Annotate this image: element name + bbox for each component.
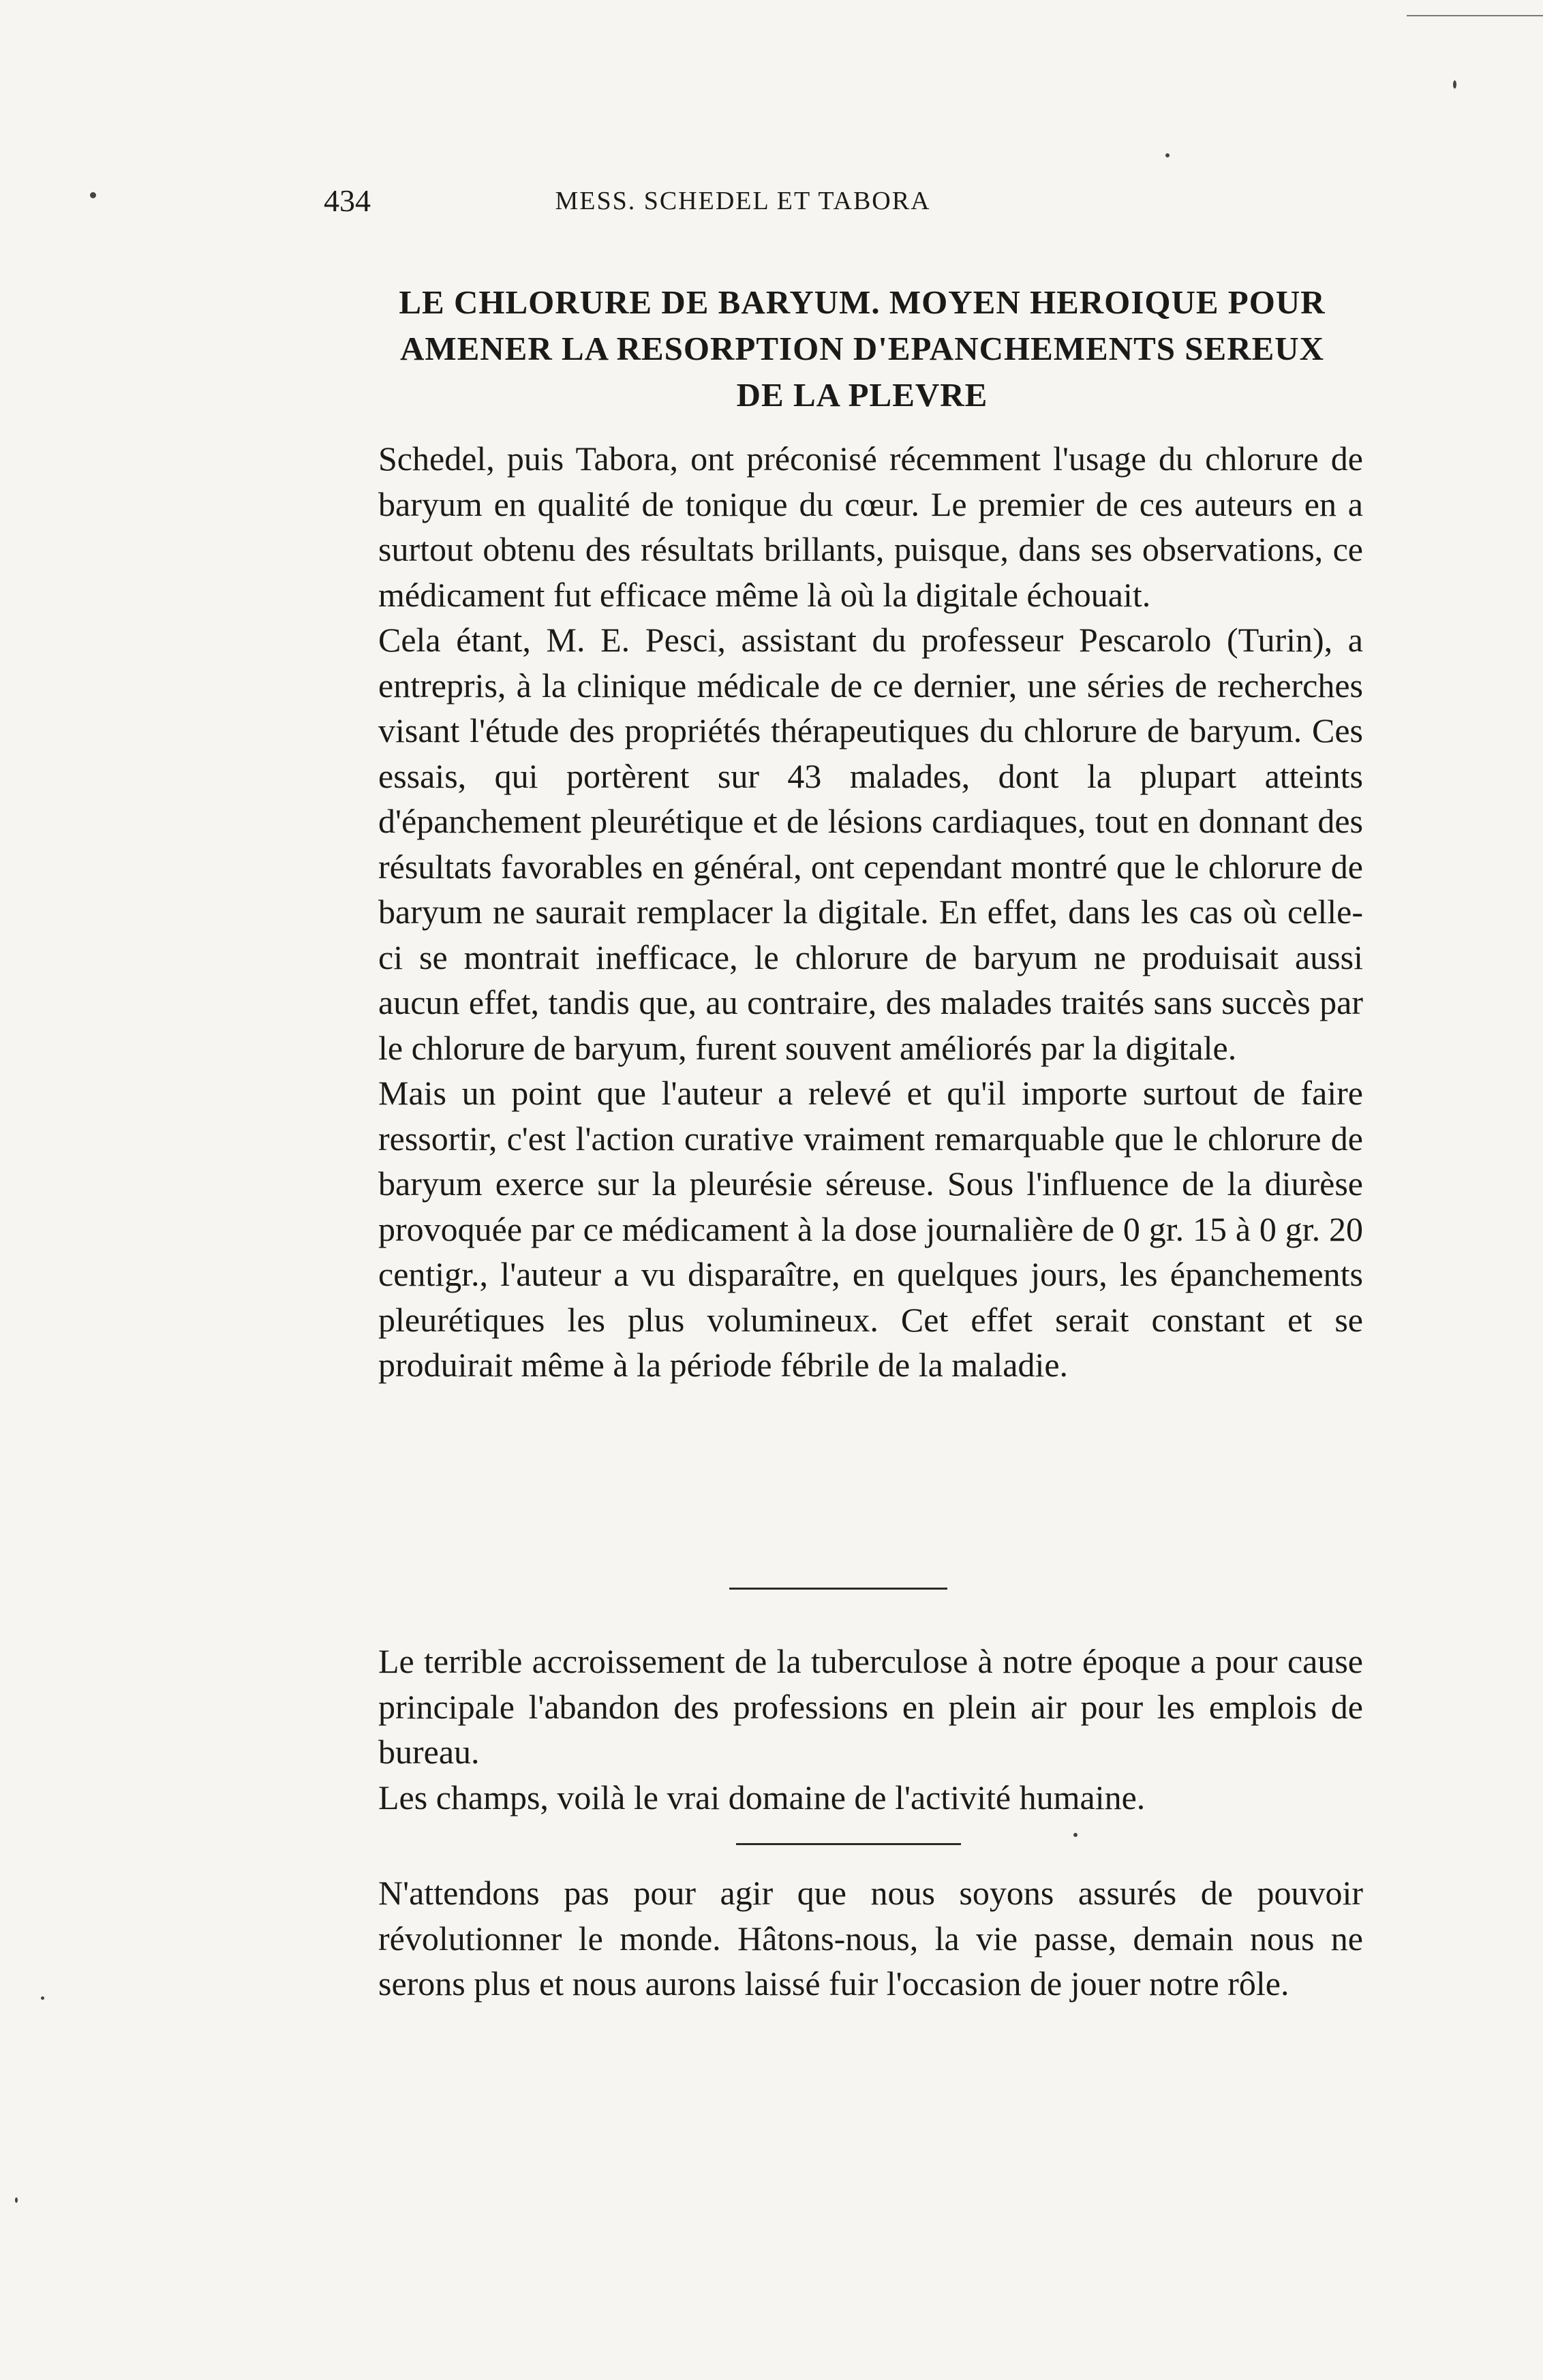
article-paragraph: Cela étant, M. E. Pesci, assistant du professeur Pescarolo (Turin), a entrepris, à la clinique médicale de ce dernier, une séries de recherches visant l'étude des propriétés thérapeutiques du chlorure de baryum. Ces essais, qui portèrent sur 43 malades, dont la plupart atteints d'épanchement pleurétique et de lésions cardiaques, tout en donnant des résultats favorables en général, ont cependant montré que le chlorure de baryum ne saurait remplacer la digitale. En effet, dans les cas où celle-ci se montrait inefficace, le chlorure de baryum ne produisait aussi aucun effet, tandis que, au contraire, des malades traités sans succès par le chlorure de baryum, furent souvent améliorés par la digitale. <box>378 621 1363 1067</box>
article-title-line: LE CHLORURE DE BARYUM. MOYEN HEROIQUE POUR <box>399 283 1326 321</box>
scan-speck <box>90 192 96 198</box>
running-head <box>324 181 1162 221</box>
article-paragraph: Schedel, puis Tabora, ont préconisé récemment l'usage du chlorure de baryum en qualité de tonique du cœur. Le premier de ces auteurs en a surtout obtenu des résultats brillants, puisque, dans ses observations, ce médicament fut efficace même là où la digitale échouait. <box>378 439 1363 614</box>
section-divider <box>736 1843 961 1845</box>
scan-edge-line <box>1407 15 1543 16</box>
scan-speck <box>1453 80 1456 89</box>
note-paragraph: Les champs, voilà le vrai domaine de l'activité humaine. <box>378 1778 1146 1817</box>
scan-speck <box>15 2197 18 2203</box>
article-title <box>368 279 1356 418</box>
note-action <box>378 1870 1363 2007</box>
section-divider <box>729 1588 947 1590</box>
note-paragraph: Le terrible accroissement de la tuberculose à notre époque a pour cause principale l'abandon des professions en plein air pour les emplois de bureau. <box>378 1642 1363 1771</box>
article-body <box>378 436 1363 1388</box>
article-title-line: AMENER LA RESORPTION D'EPANCHEMENTS SEREUX <box>399 330 1325 367</box>
scan-speck <box>1073 1833 1078 1837</box>
article-title-line: DE LA PLEVRE <box>736 376 988 414</box>
scan-speck <box>1165 153 1170 157</box>
article-paragraph: Mais un point que l'auteur a relevé et qu'il importe surtout de faire ressortir, c'est l'action curative vraiment remarquable que le chlorure de baryum exerce sur la pleurésie séreuse. Sous l'influence de la diurèse provoquée par ce médicament à la dose journalière de 0 gr. 15 à 0 gr. 20 centigr., l'auteur a vu disparaître, en quelques jours, les épanchements pleurétiques les plus volumineux. Cet effet serait constant et se produirait même à la période fébrile de la maladie. <box>378 1074 1363 1384</box>
note-paragraph: N'attendons pas pour agir que nous soyons assurés de pouvoir révolutionner le monde. Hâtons-nous, la vie passe, demain nous ne serons plus et nous aurons laissé fuir l'occasion de jouer notre rôle. <box>378 1874 1363 2003</box>
note-tuberculose <box>378 1639 1363 1820</box>
running-title: MESS. SCHEDEL ET TABORA <box>555 187 931 215</box>
scan-speck <box>41 1996 44 2000</box>
page-number: 434 <box>324 183 371 218</box>
